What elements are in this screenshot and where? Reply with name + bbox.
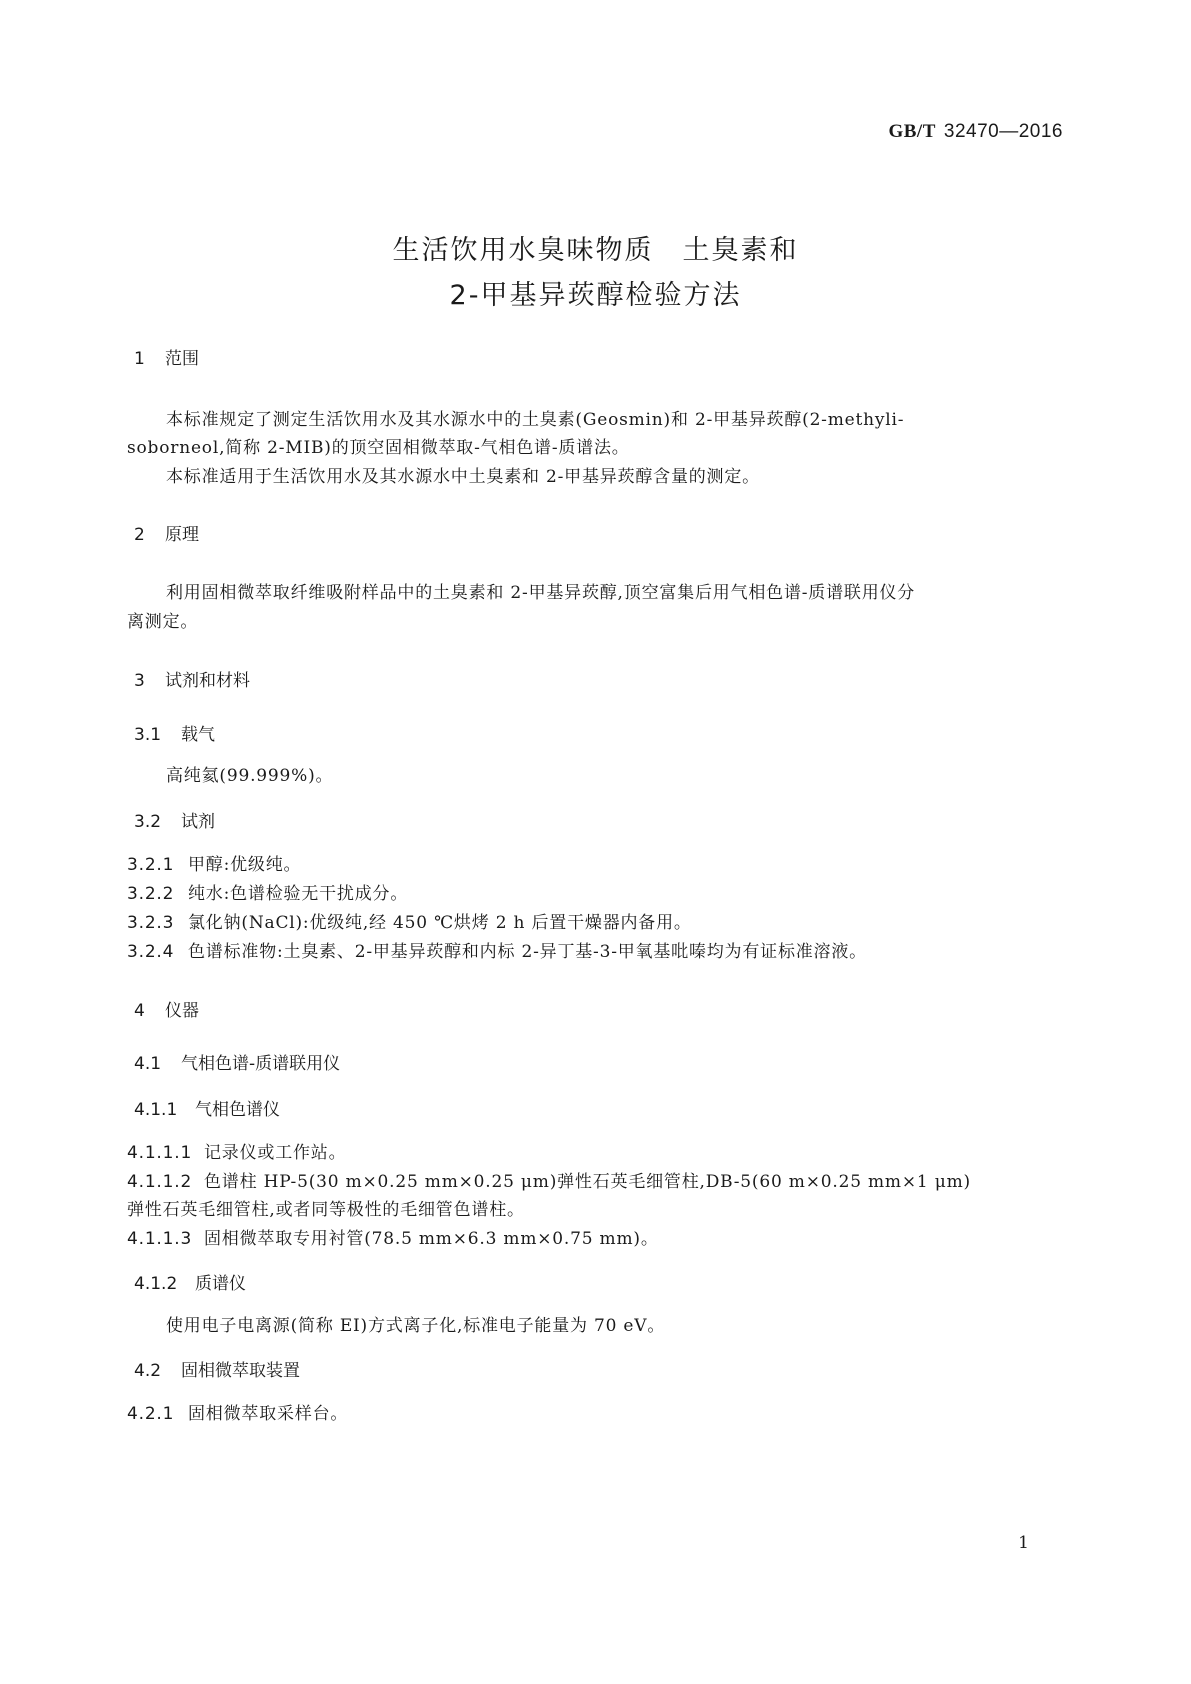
section-heading-4	[134, 996, 199, 1021]
clause-text: 固相微萃取采样台。	[188, 1404, 349, 1424]
section-title: 试剂和材料	[165, 671, 250, 691]
section-title: 试剂	[181, 812, 215, 832]
clause-3-2-3	[127, 908, 692, 933]
section-heading-4-2	[134, 1356, 300, 1381]
clause-text: 甲醇:优级纯。	[188, 855, 302, 875]
section-title: 气相色谱仪	[195, 1100, 280, 1120]
clause-text: 纯水:色谱检验无干扰成分。	[188, 884, 409, 904]
clause-4-1-1-2	[127, 1167, 971, 1192]
section-heading-4-1-2	[134, 1269, 246, 1294]
clause-text: 记录仪或工作站。	[204, 1143, 347, 1163]
clause-number: 3.2.2	[127, 884, 175, 904]
clause-number: 4.1.1.2	[127, 1172, 193, 1192]
clause-3-2-2	[127, 879, 408, 904]
clause-text: 色谱柱 HP-5(30 m×0.25 mm×0.25 μm)弹性石英毛细管柱,DB-5(60 m×0.25 mm×1 μm)	[204, 1172, 971, 1192]
paragraph-line: soborneol,简称 2-MIB)的顶空固相微萃取-气相色谱-质谱法。	[127, 438, 630, 458]
clause-text: 固相微萃取专用衬管(78.5 mm×6.3 mm×0.75 mm)。	[204, 1229, 659, 1249]
section-number: 4.1	[134, 1054, 162, 1074]
section-heading-3-1	[134, 720, 215, 745]
section-number: 3.1	[134, 725, 162, 745]
clause-number: 4.1.1.3	[127, 1229, 193, 1249]
section-title: 质谱仪	[195, 1274, 246, 1294]
clause-number: 3.2.3	[127, 913, 175, 933]
document-title-line-1: 生活饮用水臭味物质 土臭素和	[392, 235, 799, 266]
clause-4-1-1-1	[127, 1138, 346, 1163]
section-number: 4.1.1	[134, 1100, 178, 1120]
paragraph-line: 本标准适用于生活饮用水及其水源水中土臭素和 2-甲基异莰醇含量的测定。	[166, 467, 760, 487]
section-title: 固相微萃取装置	[181, 1361, 300, 1381]
paragraph-line: 弹性石英毛细管柱,或者同等极性的毛细管色谱柱。	[127, 1200, 525, 1220]
clause-3-2-4	[127, 937, 867, 962]
paragraph-line: 离测定。	[127, 612, 199, 632]
clause-text: 色谱标准物:土臭素、2-甲基异莰醇和内标 2-异丁基-3-甲氧基吡嗪均为有证标准溶液。	[188, 942, 867, 962]
section-number: 4.2	[134, 1361, 162, 1381]
document-title-line-2: 2-甲基异莰醇检验方法	[449, 280, 742, 311]
clause-number: 3.2.1	[127, 855, 175, 875]
standard-code-prefix: GB/T	[888, 121, 936, 142]
section-title: 原理	[165, 525, 199, 545]
section-title: 仪器	[165, 1001, 199, 1021]
section-heading-1	[134, 344, 199, 369]
section-heading-4-1	[134, 1049, 340, 1074]
clause-3-2-1	[127, 850, 301, 875]
section-heading-3	[134, 666, 250, 691]
section-title: 载气	[181, 725, 215, 745]
section-number: 4	[134, 1001, 145, 1021]
paragraph-line: 高纯氦(99.999%)。	[166, 766, 334, 786]
clause-text: 氯化钠(NaCl):优级纯,经 450 ℃烘烤 2 h 后置干燥器内备用。	[188, 913, 692, 933]
paragraph-line: 使用电子电离源(简称 EI)方式离子化,标准电子能量为 70 eV。	[166, 1316, 666, 1336]
section-number: 4.1.2	[134, 1274, 178, 1294]
clause-number: 3.2.4	[127, 942, 175, 962]
clause-number: 4.1.1.1	[127, 1143, 193, 1163]
section-title: 范围	[165, 349, 199, 369]
paragraph-line: 利用固相微萃取纤维吸附样品中的土臭素和 2-甲基异莰醇,顶空富集后用气相色谱-质谱联用仪分	[166, 583, 916, 603]
section-number: 3	[134, 671, 145, 691]
paragraph-line: 本标准规定了测定生活饮用水及其水源水中的土臭素(Geosmin)和 2-甲基异莰醇(2-methyli-	[166, 410, 905, 430]
section-number: 3.2	[134, 812, 162, 832]
page-number: 1	[1018, 1533, 1029, 1553]
standard-code	[888, 120, 1063, 143]
clause-4-2-1	[127, 1399, 348, 1424]
section-heading-2	[134, 520, 199, 545]
standard-code-number: 32470—2016	[943, 121, 1063, 142]
section-number: 2	[134, 525, 145, 545]
section-title: 气相色谱-质谱联用仪	[181, 1054, 341, 1074]
clause-number: 4.2.1	[127, 1404, 175, 1424]
section-heading-3-2	[134, 807, 215, 832]
section-number: 1	[134, 349, 145, 369]
section-heading-4-1-1	[134, 1095, 280, 1120]
clause-4-1-1-3	[127, 1224, 659, 1249]
